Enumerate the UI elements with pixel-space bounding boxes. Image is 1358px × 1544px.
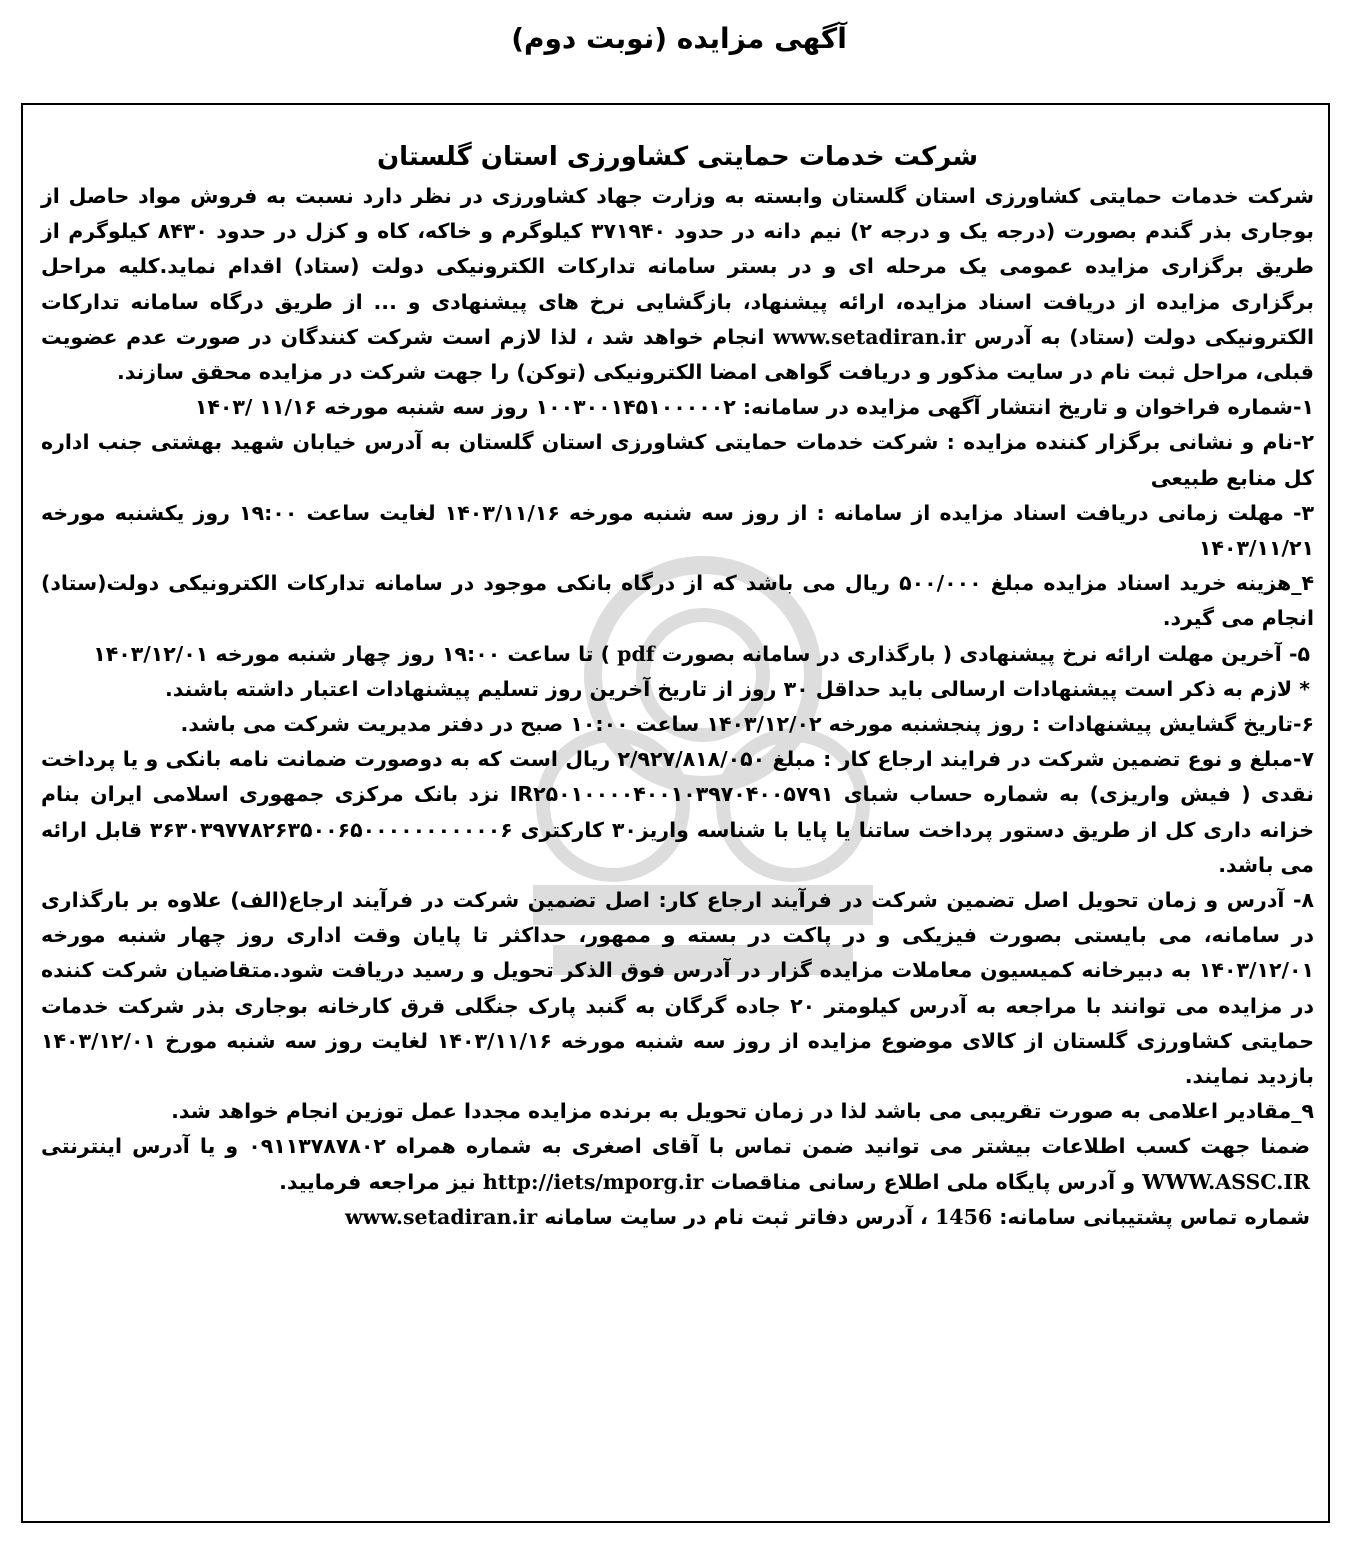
company-title: شرکت خدمات حمایتی کشاورزی استان گلستان bbox=[376, 142, 979, 172]
contact-paragraph bbox=[41, 1129, 1314, 1199]
item-8: ۸- آدرس و زمان تحویل اصل تضمین شرکت در فرآیند ارجاع کار: اصل تضمین شرکت در فرآیند ارجاع(الف) علاوه بر بارگذاری در سامانه، می بایستی بصورت فیزیکی و در پاکت در بسته و ممهور، حداکثر تا پایان وقت اداری روز چهار شنبه مورخه ۱۴۰۳/۱۲/۰۱ به دبیرخانه کمیسیون معاملات مزایده گزار در آدرس فوق الذکر تحویل و رسید دریافت شود.متقاضیان شرکت کننده در مزایده می توانند با مراجعه به آدرس کیلومتر ۲۰ جاده گرگان به گنبد پارک جنگلی قرق کارخانه بوجاری بذر شرکت خدمات حمایتی کشاورزی گلستان از کالای موضوع مزایده از روز سه شنبه مورخه ۱۴۰۳/۱۱/۱۶ لغایت روز سه شنبه مورخ ۱۴۰۳/۱۲/۰۱ بازدید نمایند. bbox=[41, 888, 1314, 1089]
contact-text-3: نیز مراجعه فرمایید. bbox=[279, 1169, 476, 1194]
item-5-text-2: ) تا ساعت ۱۹:۰۰ روز چهار شنبه مورخه ۱۴۰۳/۱۲/۰۱ bbox=[93, 641, 610, 666]
iets-link[interactable]: http://iets/mporg.ir bbox=[482, 1169, 704, 1194]
item-3: ۳- مهلت زمانی دریافت اسناد مزایده از سامانه : از روز سه شنبه مورخه ۱۴۰۳/۱۱/۱۶ لغایت ساعت ۱۹:۰۰ روز یکشنبه مورخه ۱۴۰۳/۱۱/۲۱ bbox=[41, 500, 1314, 561]
intro-text: شرکت خدمات حمایتی کشاورزی استان گلستان وابسته به وزارت جهاد کشاورزی در نظر دارد نسبت به فروش مواد حاصل از بوجاری بذر گندم بصورت (درجه یک و درجه ۲) نیم دانه در حدود ۳۷۱۹۴۰ کیلوگرم و خاکه، کاه و کزل در حدود ۸۴۳۰ کیلوگرم از طریق برگزاری مزایده عمومی یک مرحله ای و در بستر سامانه تدارکات الکترونیکی دولت (ستاد) اقدام نماید.کلیه مراحل برگزاری مزایده از دریافت اسناد مزایده، ارائه پیشنهاد، بازگشایی نرخ های پیشنهادی و ... از طریق درگاه سامانه تدارکات الکترونیکی دولت (ستاد) به آدرس bbox=[41, 184, 1314, 349]
support-text-2: ، آدرس دفاتر ثبت نام در سایت سامانه bbox=[544, 1204, 928, 1229]
notice-heading: آگهی مزایده (نوبت دوم) bbox=[511, 22, 847, 55]
item-2: ۲-نام و نشانی برگزار کننده مزایده : شرکت خدمات حمایتی کشاورزی استان گلستان به آدرس خیابان شهید بهشتی جنب اداره کل منابع طبیعی bbox=[41, 430, 1314, 490]
pdf-label: pdf bbox=[617, 641, 655, 666]
item-4: ۴_هزینه خرید اسناد مزایده مبلغ ۵۰۰/۰۰۰ ریال می باشد که از درگاه بانکی موجود در سامانه تدارکات الکترونیکی دولت(ستاد) انجام می گیرد. bbox=[41, 571, 1314, 631]
item-7: ۷-مبلغ و نوع تضمین شرکت در فرایند ارجاع کار : مبلغ ۲/۹۲۷/۸۱۸/۰۵۰ ریال است که به دوصورت ضمانت نامه بانکی و یا پرداخت نقدی ( فیش واریزی) به شماره حساب شبای IR۲۵۰۱۰۰۰۰۴۰۰۱۰۳۹۷۰۴۰۰۵۷۹۱ نزد بانک مرکزی جمهوری اسلامی ایران بنام خزانه داری کل از طریق دستور پرداخت ساتنا یا پایا با شناسه واریز۳۰ کارکتری ۳۶۳۰۳۹۷۷۸۲۶۳۵۰۰۶۵۰۰۰۰۰۰۰۰۰۰۰۶ قابل ارائه می باشد. bbox=[41, 747, 1314, 877]
assc-link[interactable]: WWW.ASSC.IR bbox=[1142, 1169, 1310, 1194]
item-9: ۹_مقادیر اعلامی به صورت تقریبی می باشد لذا در زمان تحویل به برنده مزایده مجددا عمل توزین انجام خواهد شد. bbox=[171, 1099, 1314, 1124]
item-5 bbox=[41, 637, 1314, 672]
contact-text-2: و آدرس پایگاه ملی اطلاع رسانی مناقصات bbox=[710, 1169, 1136, 1194]
setadiran-link[interactable]: www.setadiran.ir bbox=[773, 324, 966, 349]
notice-frame bbox=[21, 103, 1330, 1523]
setadiran-link-2[interactable]: www.setadiran.ir bbox=[344, 1204, 538, 1229]
contact-text: ضمنا جهت کسب اطلاعات بیشتر می توانید ضمن تماس با آقای اصغری به شماره همراه ۰۹۱۱۳۷۸۷۸۰۲ و یا آدرس اینترنتی bbox=[41, 1134, 1311, 1159]
item-6: ۶-تاریخ گشایش پیشنهادات : روز پنجشنبه مورخه ۱۴۰۳/۱۲/۰۲ ساعت ۱۰:۰۰ صبح در دفتر مدیریت شرکت می باشد. bbox=[180, 712, 1314, 737]
intro-paragraph bbox=[41, 179, 1314, 390]
item-5-text: ۵- آخرین مهلت ارائه نرخ پیشنهادی ( بارگذاری در سامانه بصورت bbox=[661, 641, 1310, 666]
support-paragraph bbox=[41, 1200, 1314, 1235]
notice-content bbox=[41, 135, 1314, 1235]
item-1: ۱-شماره فراخوان و تاریخ انتشار آگهی مزایده در سامانه: ۱۰۰۳۰۰۱۴۵۱۰۰۰۰۰۲ روز سه شنبه مورخه ۱۱/۱۶ /۱۴۰۳ bbox=[194, 395, 1314, 420]
validity-note: * لازم به ذکر است پیشنهادات ارسالی باید حداقل ۳۰ روز از تاریخ آخرین روز تسلیم پیشنهادات اعتبار داشته باشند. bbox=[164, 676, 1310, 701]
support-text: شماره تماس پشتیبانی سامانه: bbox=[999, 1204, 1310, 1229]
support-number: 1456 bbox=[935, 1204, 993, 1229]
intro-text-2: انجام خواهد شد ، لذا لازم است شرکت کنندگان در صورت عدم عضویت قبلی، مراحل ثبت نام در سایت مذکور و دریافت گواهی امضا الکترونیکی (توکن) را جهت شرکت در مزایده محقق سازند. bbox=[41, 324, 1314, 385]
